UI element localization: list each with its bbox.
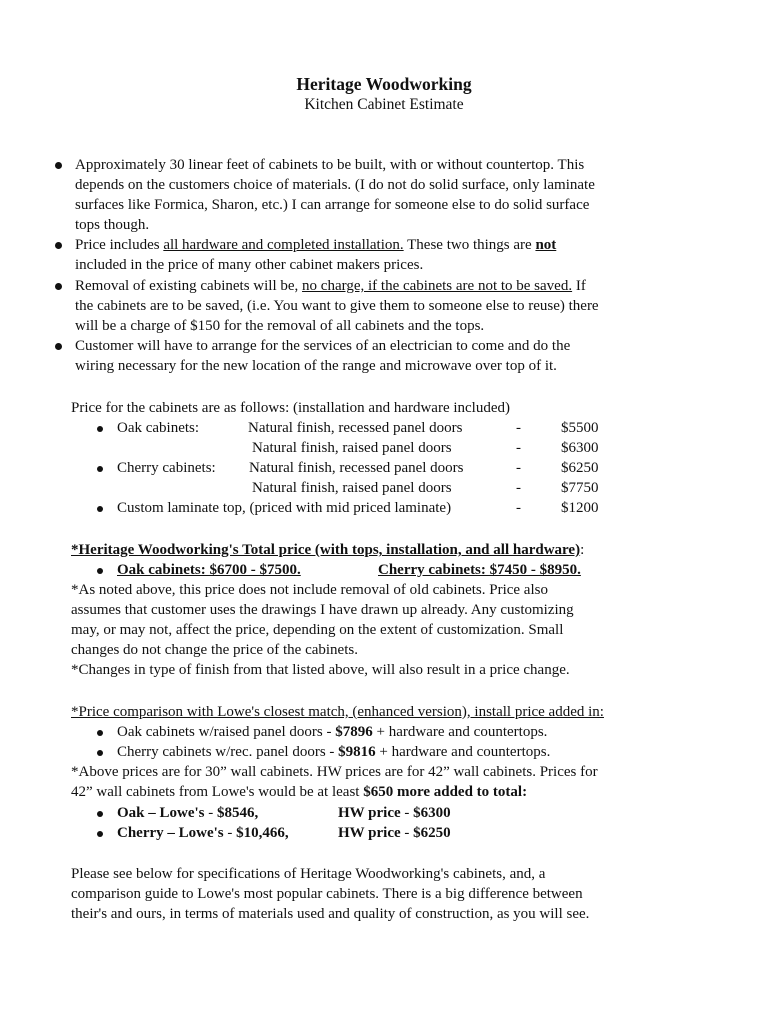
bullet-icon	[55, 343, 62, 350]
bullet-icon	[97, 466, 103, 472]
bullet-icon	[97, 506, 103, 512]
bullet-icon	[97, 831, 103, 837]
price-dash: -	[516, 500, 521, 516]
comparison-oak-hw: HW price - $6300	[338, 805, 451, 821]
bullet-icon	[55, 242, 62, 249]
bullet-icon	[97, 426, 103, 432]
bullet-icon	[97, 750, 103, 756]
intro-line: Price includes all hardware and completed installation. These two things are not	[75, 237, 557, 253]
price-label: Oak cabinets:	[117, 420, 200, 436]
intro-line: included in the price of many other cabinet makers prices.	[75, 257, 424, 273]
price-dash: -	[516, 440, 521, 456]
total-note: *As noted above, this price does not include removal of old cabinets. Price also	[71, 582, 548, 598]
intro-line: Removal of existing cabinets will be, no charge, if the cabinets are not to be saved. If	[75, 278, 586, 294]
price-value: $1200	[561, 500, 599, 516]
closing-paragraph: comparison guide to Lowe's most popular cabinets. There is a big difference between	[71, 886, 583, 902]
total-note: changes do not change the price of the cabinets.	[71, 642, 358, 658]
intro-line: Customer will have to arrange for the services of an electrician to come and do the	[75, 338, 571, 354]
comparison-note: *Above prices are for 30” wall cabinets. HW prices are for 42” wall cabinets. Prices for	[71, 764, 598, 780]
price-value: $6250	[561, 460, 599, 476]
pricing-heading: Price for the cabinets are as follows: (installation and hardware included)	[71, 400, 511, 416]
total-note: may, or may not, affect the price, depending on the extent of customization. Small	[71, 622, 564, 638]
price-dash: -	[516, 460, 521, 476]
intro-line: Approximately 30 linear feet of cabinets to be built, with or without countertop. This	[75, 157, 585, 173]
intro-line: surfaces like Formica, Sharon, etc.) I can arrange for someone else to do solid surface	[75, 197, 590, 213]
bullet-icon	[97, 568, 103, 574]
comparison-note: 42” wall cabinets from Lowe's would be at least $650 more added to total:	[71, 784, 528, 800]
price-dash: -	[516, 420, 521, 436]
total-note: *Changes in type of finish from that listed above, will also result in a price change.	[71, 662, 570, 678]
price-label: Cherry cabinets:	[117, 460, 216, 476]
intro-line: the cabinets are to be saved, (i.e. You want to give them to someone else to reuse) there	[75, 298, 599, 314]
comparison-heading: *Price comparison with Lowe's closest match, (enhanced version), install price added in:	[71, 704, 604, 720]
price-desc: Natural finish, raised panel doors	[252, 480, 452, 496]
price-dash: -	[516, 480, 521, 496]
intro-line: wiring necessary for the new location of the range and microwave over top of it.	[75, 358, 557, 374]
total-cherry: Cherry cabinets: $7450 - $8950.	[378, 562, 581, 578]
price-desc: Natural finish, raised panel doors	[252, 440, 452, 456]
price-value: $6300	[561, 440, 599, 456]
price-value: $7750	[561, 480, 599, 496]
bullet-icon	[97, 811, 103, 817]
total-heading: *Heritage Woodworking's Total price (with tops, installation, and all hardware):	[71, 542, 585, 558]
bullet-icon	[97, 730, 103, 736]
price-desc: Natural finish, recessed panel doors	[249, 460, 464, 476]
bullet-icon	[55, 162, 62, 169]
total-oak: Oak cabinets: $6700 - $7500.	[117, 562, 301, 578]
comparison-oak-lowes: Oak – Lowe's - $8546,	[117, 805, 259, 821]
intro-line: depends on the customers choice of materials. (I do not do solid surface, only laminate	[75, 177, 595, 193]
document-subtitle: Kitchen Cabinet Estimate	[304, 96, 464, 113]
price-desc: Custom laminate top, (priced with mid priced laminate)	[117, 500, 452, 516]
price-desc: Natural finish, recessed panel doors	[248, 420, 463, 436]
price-value: $5500	[561, 420, 599, 436]
intro-line: will be a charge of $150 for the removal of all cabinets and the tops.	[75, 318, 485, 334]
closing-paragraph: Please see below for specifications of Heritage Woodworking's cabinets, and, a	[71, 866, 546, 882]
comparison-cherry-hw: HW price - $6250	[338, 825, 451, 841]
closing-paragraph: their's and ours, in terms of materials used and quality of construction, as you will see.	[71, 906, 590, 922]
comparison-item: Cherry cabinets w/rec. panel doors - $9816 + hardware and countertops.	[117, 744, 551, 760]
comparison-item: Oak cabinets w/raised panel doors - $7896 + hardware and countertops.	[117, 724, 548, 740]
bullet-icon	[55, 283, 62, 290]
total-note: assumes that customer uses the drawings I have drawn up already. Any customizing	[71, 602, 574, 618]
intro-line: tops though.	[75, 217, 150, 233]
comparison-cherry-lowes: Cherry – Lowe's - $10,466,	[117, 825, 289, 841]
document-title: Heritage Woodworking	[296, 74, 472, 94]
